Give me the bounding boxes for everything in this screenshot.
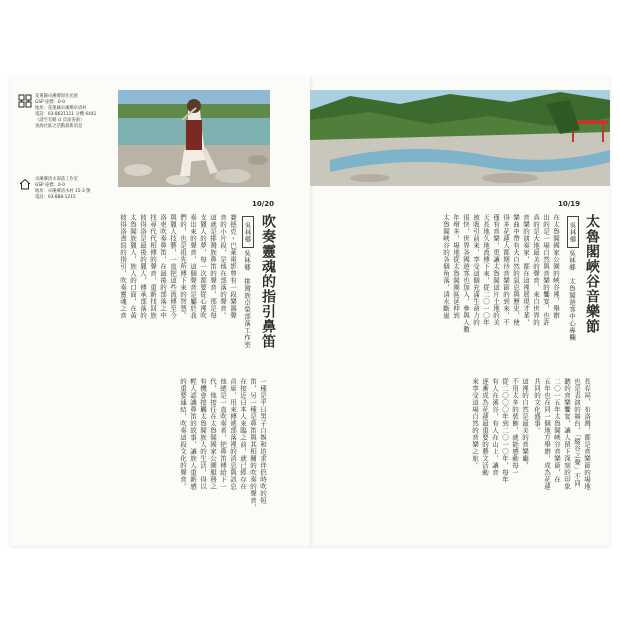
house-outline-icon — [19, 178, 31, 190]
body-column: 聽的音樂饗宴，讓人留下深刻的印象 — [563, 378, 571, 490]
info-line: 地址：卓溪鄉清水村 15-3 號 — [35, 189, 91, 194]
page-number: 10/19 — [558, 200, 581, 208]
book-spread — [10, 76, 610, 546]
body-column: 共同的文化盛事。 — [533, 378, 541, 434]
info-line: 查詢社區之活動最新消息 — [35, 124, 83, 129]
body-column: 五年也在同一個地方舉辦，成為花蓮 — [543, 378, 551, 490]
body-column: 天長地久地流傳下來，從二〇一〇年 — [482, 214, 490, 326]
nose-flute-player-photo — [118, 90, 270, 187]
body-column: 首席，用來傳遞部落裡的消息與訊息 — [229, 378, 237, 490]
info-org-name: 花蓮縣卓溪鄉原住民族 — [35, 94, 78, 99]
body-column: 這就是排灣族鼻笛的聲音，那是每 — [209, 214, 217, 319]
body-column: 樂曲中帶有大自然的氣息與歷史，使 — [512, 214, 520, 326]
body-column: 音的小片段，是他在部落的聲音。 — [219, 214, 227, 319]
body-column: 笛，另一種是鼻笛與其相關的吹奏的聲音， — [249, 378, 257, 511]
info-org2-name: 卓溪鄉清水部落工作室 — [35, 177, 78, 182]
info-line: 地址：花蓮縣卓溪鄉卓清村 — [35, 106, 87, 111]
body-column: 彼得洛是最後的獵人，傳承部落的 — [139, 214, 147, 319]
body-column: 逐漸成為花蓮最重要的藝文活動 — [481, 378, 489, 476]
body-column: 長春祠、布洛灣，都是音樂節的場地 — [583, 378, 591, 490]
gorge-river-photo — [310, 90, 610, 186]
body-column: 奏出來的聲音，這個聲音是屬於我 — [189, 214, 197, 319]
body-column: 的重要連結，吹奏這段文化的聲音。 — [179, 378, 187, 490]
body-column: 在接近日本人來臨之前，就已經存在 — [239, 378, 247, 490]
body-column: 太魯閣族獵人，族人的口面，在黃 — [129, 214, 137, 319]
info-line: 電話：03-888-1215 — [35, 195, 76, 200]
body-column: 與獵人技藝，一直把這些流傳至今 — [169, 214, 177, 319]
body-column: 不用太多的裝飾，就能感動每一 — [511, 378, 519, 476]
body-column: 一種是平日男子自娛和追求伴侶時吹的短 — [259, 378, 267, 504]
info-line: 電話：03-8621111 分機 6441 — [35, 112, 97, 117]
body-column: 太魯閣峽谷的各個角落，清水斷崖 — [442, 214, 450, 319]
body-column: 賽德克・巴萊電影曾有一段樂器聲 — [229, 214, 237, 319]
body-column: 僅有音樂，更讓太魯閣這片土地的美 — [492, 214, 500, 326]
body-column: 很快，世界各國遊客也加入，參與人數 — [462, 214, 470, 333]
body-column: 支獵人的夢，每一次都要從心裡吹 — [199, 214, 207, 319]
body-column: 他總是一直吹奏者，把鼻笛傳給下一 — [219, 378, 227, 490]
body-column: 來享受這場自然的音樂之旅。 — [471, 378, 479, 469]
knot-pattern-icon — [18, 94, 32, 108]
body-column: 有人在溪谷，有人在山上，讓音 — [491, 378, 499, 476]
article-title: 太魯閣峽谷音樂節 — [584, 214, 600, 334]
body-column: 代，他接任在太魯閣國家公園服務之 — [209, 378, 217, 490]
body-column: 被吸引前來，享受這個充滿生命力的 — [472, 214, 480, 326]
body-column: 年增多，場地從太魯閣園區延伸到 — [452, 214, 460, 319]
body-column: 找尋代代相傳的聲音，重新找回族 — [149, 214, 157, 319]
author-tag: 吳林郷 — [567, 216, 579, 248]
body-column: 彼得洛書寫的指引，吹奏靈魂之音 — [119, 214, 127, 319]
info-line: （請至官網 cl 頁面查詢） — [35, 118, 85, 123]
body-column: 洛吏吹奏鼻笛，在最後的部落之中 — [159, 214, 167, 319]
body-column: 這裡的自然是最美的音樂廳， — [521, 378, 529, 469]
body-column: 得多花蓮人都期待音樂節的到來，不 — [502, 214, 510, 326]
article-title: 吹奏靈魂的指引鼻笛 — [260, 214, 276, 349]
body-column: 音樂的演奏家，都在這裡展現才華， — [522, 214, 530, 326]
body-column: 真的是大地最美的聲音，來自世界的 — [532, 214, 540, 326]
body-column: 們的，也是祖先所傳下來的智慧。 — [179, 214, 187, 319]
author-tag: 吳林郷 — [242, 216, 254, 248]
article-byline: 吳林郷 太魯閣遊客中心專欄 — [568, 250, 576, 341]
body-column: 在太魯閣國家公園的峽谷裡，舉辦 — [552, 214, 560, 319]
info-line: GSP 座標：0-0 — [35, 183, 65, 188]
body-column: 二〇一五年太魯閣峽谷音樂節，在 — [553, 378, 561, 483]
body-column: 從二〇〇〇年到二〇一〇年，每年 — [501, 378, 509, 483]
page-number: 10/20 — [252, 200, 275, 208]
body-column: 也是表演的舞台，「縱谷之聲」不同 — [573, 378, 581, 487]
body-column: 輕人認識鼻笛的故事，讓族人重新感 — [189, 378, 197, 490]
body-column: 出的是一場自然與音樂的饗宴，也許 — [542, 214, 550, 326]
body-column: 有機會接觸太魯閣族人的生活，得以 — [199, 378, 207, 490]
article-byline: 吳林郷 排灣族卓榮部落工作室 — [243, 250, 251, 348]
info-line: GSP 座標：0-0 — [35, 100, 65, 105]
